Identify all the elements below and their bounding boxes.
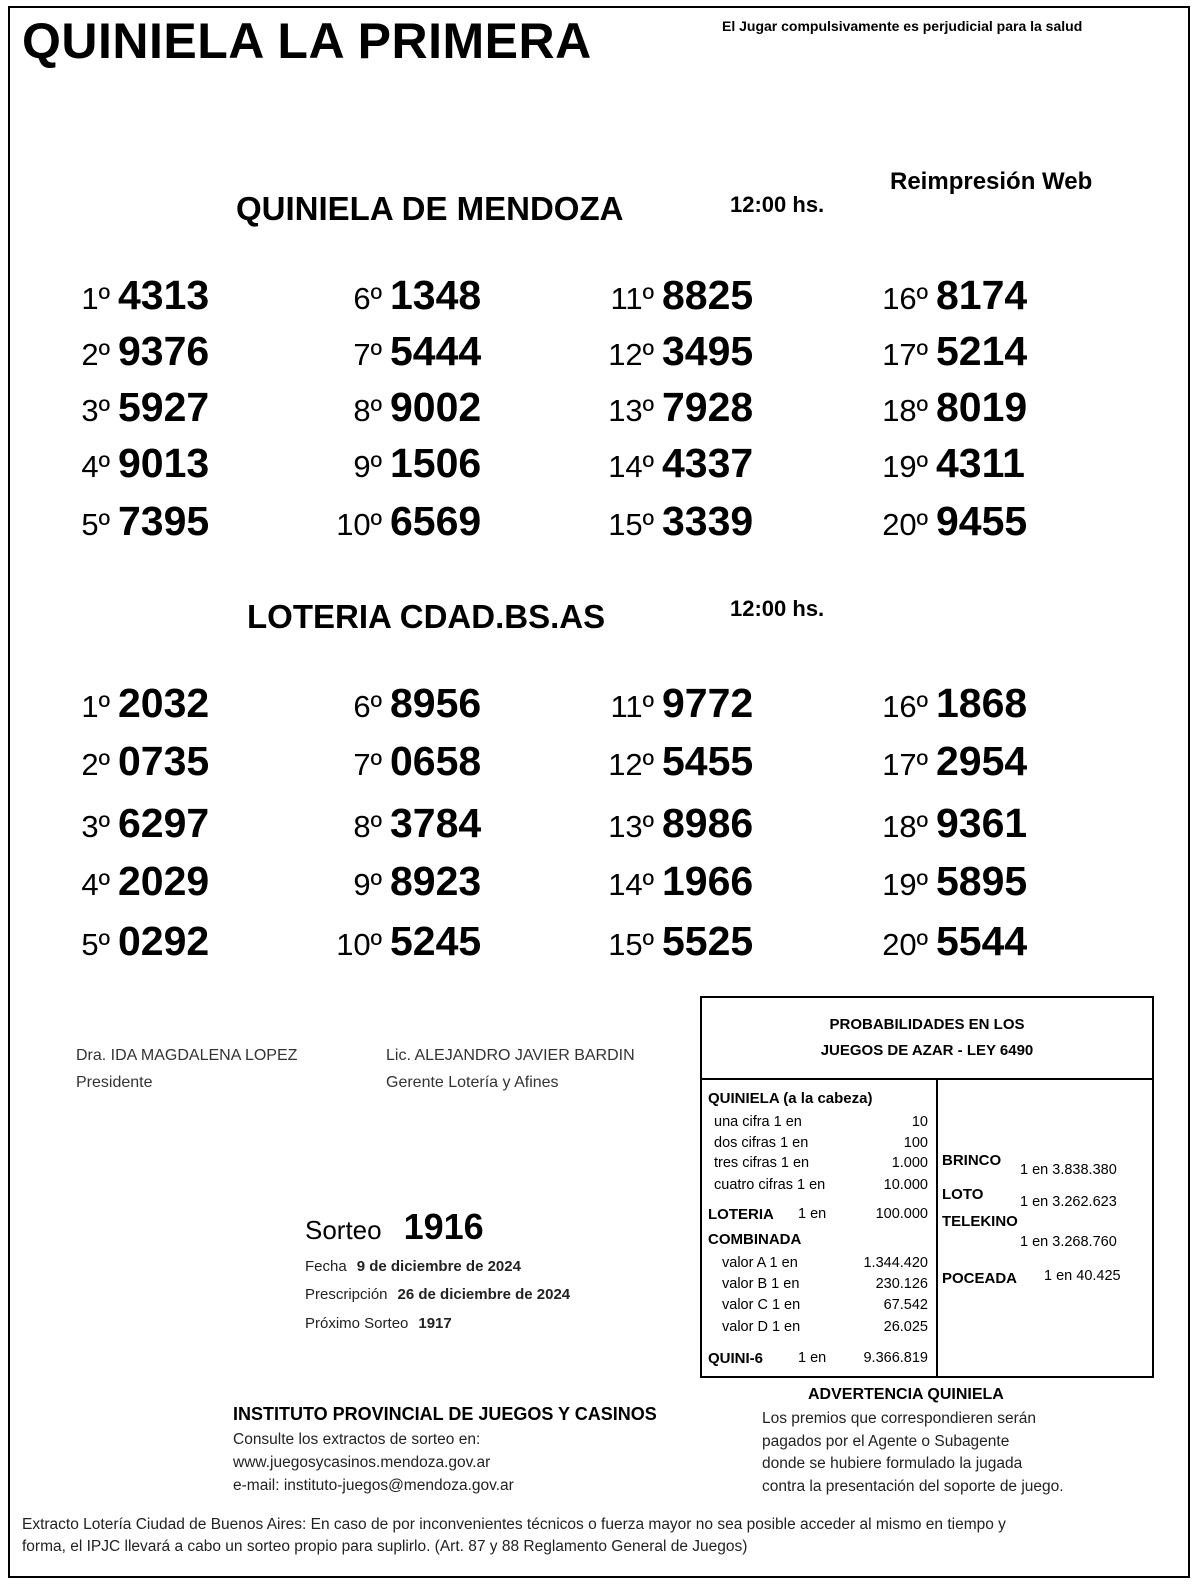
loto-prob-label: LOTO [942, 1186, 984, 1203]
telekino-prob-label: TELEKINO [942, 1213, 1018, 1230]
manager-role: Gerente Lotería y Afines [386, 1074, 559, 1091]
result-number: 5927 [118, 384, 210, 430]
result-cell [610, 272, 753, 319]
result-cell [608, 440, 753, 487]
result-position: 14º [608, 867, 654, 902]
result-cell [353, 384, 481, 431]
result-number: 1966 [662, 858, 754, 904]
loteria-prob-en: 1 en [798, 1206, 827, 1222]
result-position: 4º [81, 867, 110, 902]
result-number: 8825 [662, 272, 754, 318]
quiniela-prob-value-4: 10.000 [883, 1177, 928, 1193]
result-position: 18º [882, 393, 928, 428]
instituto-email: e-mail: instituto-juegos@mendoza.gov.ar [233, 1477, 514, 1494]
result-position: 16º [882, 281, 928, 316]
result-position: 17º [882, 747, 928, 782]
result-cell [353, 800, 481, 847]
quiniela-prob-value-1: 10 [911, 1114, 928, 1130]
result-number: 1348 [390, 272, 482, 318]
result-cell [608, 498, 753, 545]
reprint-label: Reimpresión Web [890, 168, 1093, 195]
result-number: 8019 [936, 384, 1028, 430]
probabilities-box [700, 996, 1154, 1378]
combinada-label-d: valor D 1 en [722, 1319, 801, 1335]
result-number: 3495 [662, 328, 754, 374]
result-position: 7º [353, 747, 382, 782]
proximo-label: Próximo Sorteo [305, 1315, 409, 1332]
fecha-row [305, 1258, 521, 1275]
result-position: 19º [882, 449, 928, 484]
sorteo-number: 1916 [403, 1206, 484, 1247]
result-number: 1868 [936, 680, 1028, 726]
result-position: 6º [353, 281, 382, 316]
result-number: 9772 [662, 680, 754, 726]
proximo-row [305, 1315, 452, 1332]
result-number: 2954 [936, 738, 1028, 784]
result-cell [81, 918, 209, 965]
combinada-label-a: valor A 1 en [722, 1255, 798, 1271]
advertencia-line1: Los premios que correspondieren serán [762, 1410, 1036, 1427]
result-position: 13º [608, 809, 654, 844]
result-position: 11º [610, 281, 654, 316]
combinada-value-b: 230.126 [875, 1276, 928, 1292]
result-position: 6º [353, 689, 382, 724]
result-number: 4337 [662, 440, 754, 486]
result-number: 3784 [390, 800, 482, 846]
result-position: 8º [353, 809, 382, 844]
result-cell [882, 328, 1027, 375]
result-cell [353, 680, 481, 727]
result-position: 7º [353, 337, 382, 372]
result-cell [81, 800, 209, 847]
quini6-prob-label: QUINI-6 [708, 1350, 764, 1367]
result-number: 4313 [118, 272, 210, 318]
result-position: 16º [882, 689, 928, 724]
probabilities-left [702, 1080, 938, 1376]
combinada-value-c: 67.542 [883, 1297, 928, 1313]
result-position: 3º [81, 393, 110, 428]
result-position: 17º [882, 337, 928, 372]
result-number: 8986 [662, 800, 754, 846]
result-cell [882, 918, 1027, 965]
result-cell [608, 800, 753, 847]
result-number: 5895 [936, 858, 1028, 904]
combinada-value-a: 1.344.420 [863, 1255, 928, 1271]
footer-line1: Extracto Lotería Ciudad de Buenos Aires: En caso de por inconvenientes técnicos o fuerza mayor no sea posible acceder al mismo en tiempo y [22, 1516, 1006, 1533]
instituto-website: www.juegosycasinos.mendoza.gov.ar [233, 1454, 491, 1471]
footer-note [22, 1514, 1006, 1558]
page-title: QUINIELA LA PRIMERA [22, 13, 592, 69]
result-position: 5º [81, 927, 110, 962]
result-cell [882, 272, 1027, 319]
prob-title-line1: PROBABILIDADES EN LOS [829, 1016, 1025, 1033]
loteria-prob-value: 100.000 [875, 1206, 928, 1222]
quini6-prob-en: 1 en [798, 1350, 827, 1366]
prescripcion-label: Prescripción [305, 1286, 388, 1303]
instituto-contact [233, 1428, 514, 1497]
result-position: 5º [81, 507, 110, 542]
loto-prob-value: 1 en 3.262.623 [1020, 1194, 1117, 1210]
result-position: 1º [81, 689, 110, 724]
result-cell [81, 680, 209, 727]
sorteo-label: Sorteo [305, 1215, 382, 1245]
advertencia-title: ADVERTENCIA QUINIELA [808, 1386, 1004, 1403]
result-cell [882, 384, 1027, 431]
result-position: 1º [81, 281, 110, 316]
telekino-prob-value: 1 en 3.268.760 [1020, 1234, 1117, 1250]
result-number: 9002 [390, 384, 482, 430]
result-position: 13º [608, 393, 654, 428]
footer-line2: forma, el IPJC llevará a cabo un sorteo propio para suplirlo. (Art. 87 y 88 Reglamento General de Juegos) [22, 1538, 748, 1555]
result-position: 15º [608, 507, 654, 542]
combinada-value-d: 26.025 [883, 1319, 928, 1335]
result-cell [608, 858, 753, 905]
prescripcion-value: 26 de diciembre de 2024 [397, 1286, 571, 1303]
result-cell [81, 738, 209, 785]
instituto-line1: Consulte los extractos de sorteo en: [233, 1431, 481, 1448]
probabilities-header [702, 998, 1152, 1080]
proximo-value: 1917 [418, 1315, 452, 1332]
fecha-label: Fecha [305, 1258, 347, 1275]
result-number: 0292 [118, 918, 210, 964]
brinco-prob-value: 1 en 3.838.380 [1020, 1162, 1117, 1178]
health-warning: El Jugar compulsivamente es perjudicial para la salud [722, 18, 1083, 34]
result-position: 14º [608, 449, 654, 484]
result-number: 2032 [118, 680, 210, 726]
result-cell [81, 858, 209, 905]
result-number: 5544 [936, 918, 1028, 964]
sorteo-block [305, 1206, 484, 1248]
quiniela-prob-label: QUINIELA (a la cabeza) [708, 1090, 873, 1107]
quiniela-prob-value-3: 1.000 [891, 1155, 928, 1171]
result-cell [353, 328, 481, 375]
quiniela-prob-label-1: una cifra 1 en [714, 1114, 802, 1130]
result-position: 20º [882, 507, 928, 542]
prob-title-line2: JUEGOS DE AZAR - LEY 6490 [820, 1042, 1034, 1059]
result-position: 12º [608, 747, 654, 782]
result-cell [608, 384, 753, 431]
president-role: Presidente [76, 1074, 153, 1091]
result-number: 5444 [390, 328, 482, 374]
advertencia-line3: donde se hubiere formulado la jugada [762, 1455, 1023, 1472]
result-number: 8174 [936, 272, 1028, 318]
result-position: 4º [81, 449, 110, 484]
result-cell [81, 440, 209, 487]
result-cell [610, 680, 753, 727]
poceada-prob-label: POCEADA [942, 1270, 1018, 1287]
quiniela-prob-label-2: dos cifras 1 en [714, 1135, 809, 1151]
result-cell [882, 680, 1027, 727]
result-cell [81, 272, 209, 319]
result-number: 5245 [390, 918, 482, 964]
result-cell [882, 498, 1027, 545]
quiniela-prob-label-4: cuatro cifras 1 en [714, 1177, 826, 1193]
combinada-label-c: valor C 1 en [722, 1297, 801, 1313]
fecha-value: 9 de diciembre de 2024 [356, 1258, 521, 1275]
result-number: 8956 [390, 680, 482, 726]
mendoza-time: 12:00 hs. [730, 192, 825, 217]
signature-president [76, 1042, 297, 1096]
result-cell [353, 272, 481, 319]
result-cell [81, 498, 209, 545]
result-cell [81, 328, 209, 375]
result-position: 10º [336, 927, 382, 962]
bsas-time: 12:00 hs. [730, 596, 825, 621]
instituto-name: INSTITUTO PROVINCIAL DE JUEGOS Y CASINOS [233, 1404, 657, 1424]
result-cell [336, 918, 481, 965]
result-cell [353, 440, 481, 487]
result-position: 20º [882, 927, 928, 962]
result-cell [353, 858, 481, 905]
result-position: 18º [882, 809, 928, 844]
brinco-prob-label: BRINCO [942, 1152, 1002, 1169]
poceada-prob-value: 1 en 40.425 [1044, 1268, 1121, 1284]
signature-manager [386, 1042, 635, 1096]
manager-name: Lic. ALEJANDRO JAVIER BARDIN [386, 1047, 635, 1064]
result-cell [882, 800, 1027, 847]
result-position: 9º [353, 449, 382, 484]
result-number: 0735 [118, 738, 210, 784]
result-number: 5525 [662, 918, 754, 964]
loteria-prob-label: LOTERIA [708, 1206, 774, 1223]
result-number: 6297 [118, 800, 210, 846]
result-cell [608, 328, 753, 375]
result-number: 6569 [390, 498, 482, 544]
result-position: 9º [353, 867, 382, 902]
result-number: 2029 [118, 858, 210, 904]
result-cell [608, 918, 753, 965]
result-number: 7928 [662, 384, 754, 430]
result-position: 2º [81, 747, 110, 782]
bsas-title: LOTERIA CDAD.BS.AS [247, 598, 606, 635]
quiniela-prob-label-3: tres cifras 1 en [714, 1155, 810, 1171]
result-number: 8923 [390, 858, 482, 904]
result-cell [882, 440, 1025, 487]
advertencia-line4: contra la presentación del soporte de juego. [762, 1477, 1064, 1495]
result-number: 3339 [662, 498, 754, 544]
quini6-prob-value: 9.366.819 [863, 1350, 928, 1366]
result-cell [81, 384, 209, 431]
result-number: 7395 [118, 498, 210, 544]
result-position: 11º [610, 689, 654, 724]
result-position: 8º [353, 393, 382, 428]
prescripcion-row [305, 1286, 570, 1303]
mendoza-title: QUINIELA DE MENDOZA [236, 190, 624, 227]
advertencia-text [762, 1408, 1064, 1498]
result-number: 9376 [118, 328, 210, 374]
result-number: 5214 [936, 328, 1028, 374]
result-cell [882, 858, 1027, 905]
result-position: 3º [81, 809, 110, 844]
result-number: 9455 [936, 498, 1028, 544]
result-position: 19º [882, 867, 928, 902]
result-number: 1506 [390, 440, 482, 486]
president-name: Dra. IDA MAGDALENA LOPEZ [76, 1047, 298, 1064]
result-number: 9361 [936, 800, 1028, 846]
advertencia-line2: pagados por el Agente o Subagente [762, 1432, 1010, 1450]
result-position: 12º [608, 337, 654, 372]
result-position: 10º [336, 507, 382, 542]
combinada-label-b: valor B 1 en [722, 1276, 800, 1292]
result-number: 9013 [118, 440, 210, 486]
result-number: 0658 [390, 738, 482, 784]
result-position: 15º [608, 927, 654, 962]
result-position: 2º [81, 337, 110, 372]
result-number: 4311 [936, 440, 1025, 486]
combinada-prob-label: COMBINADA [708, 1231, 802, 1248]
result-cell [608, 738, 753, 785]
quiniela-prob-value-2: 100 [903, 1135, 928, 1151]
result-cell [882, 738, 1027, 785]
result-number: 5455 [662, 738, 754, 784]
result-cell [353, 738, 481, 785]
result-cell [336, 498, 481, 545]
